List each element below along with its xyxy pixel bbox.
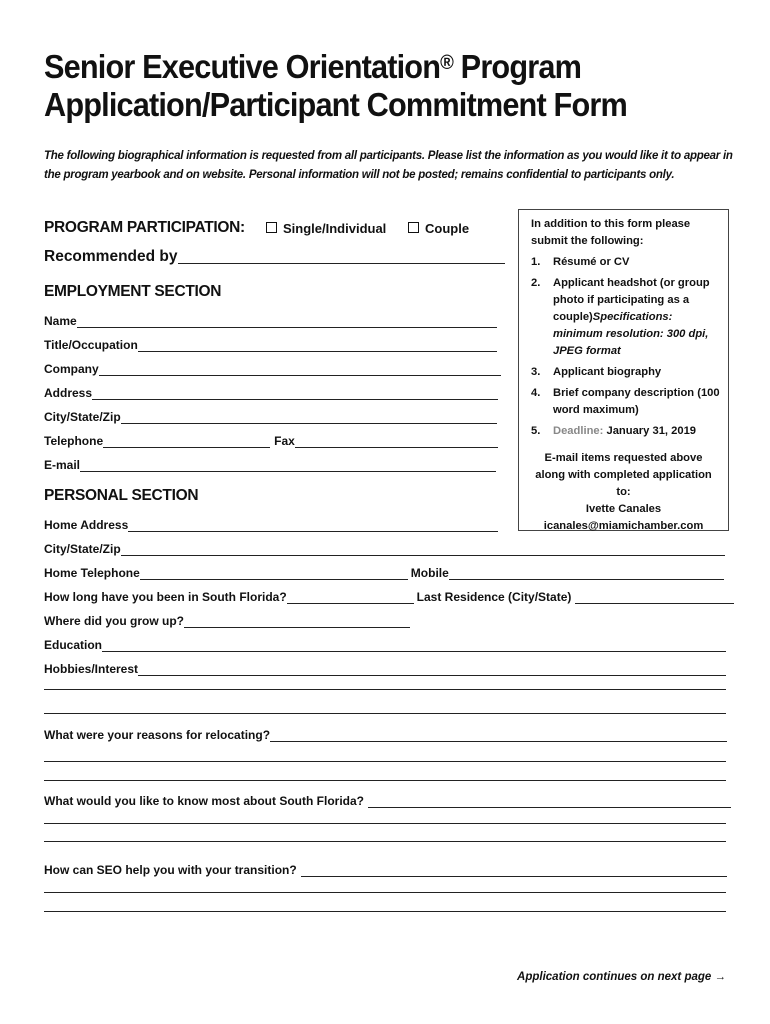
requirement-item: [531, 275, 723, 360]
recommended-by-label: Recommended by: [44, 248, 178, 265]
mobile-field[interactable]: [449, 565, 724, 580]
program-participation-heading: PROGRAM PARTICIPATION:: [44, 219, 245, 236]
seo-help-extra-line-2[interactable]: [44, 911, 726, 912]
know-most-label: What would you like to know most about South Florida?: [44, 794, 364, 808]
email-field[interactable]: [80, 457, 496, 472]
personal-city-field[interactable]: [121, 541, 725, 556]
employment-name-row: [44, 310, 497, 328]
sidebar-footer: [519, 450, 728, 535]
seo-help-field[interactable]: [301, 862, 727, 877]
employment-phone-row: [44, 430, 498, 448]
requirement-item: [531, 385, 723, 419]
name-label: Name: [44, 314, 77, 328]
employment-email-row: [44, 454, 496, 472]
deadline-label: Deadline:: [553, 425, 604, 437]
home-address-field[interactable]: [128, 517, 498, 532]
seo-help-label: How can SEO help you with your transition?: [44, 863, 297, 877]
requirement-item: [531, 254, 723, 271]
intro-text: The following biographical information is requested from all participants. Please list the information as you would like it to appear in the program yearbook and on website. Personal information will not be posted; remains confidential to participants only.: [44, 150, 733, 181]
requirements-sidebar: [518, 209, 729, 531]
education-row: [44, 634, 726, 652]
know-most-extra-line-2[interactable]: [44, 841, 726, 842]
how-long-field[interactable]: [287, 589, 414, 604]
employment-title-row: [44, 334, 497, 352]
continues-note: [517, 971, 726, 983]
city-field[interactable]: [121, 409, 497, 424]
personal-city-label: City/State/Zip: [44, 542, 121, 556]
contact-name: Ivette Canales: [585, 503, 662, 515]
hobbies-label: Hobbies/Interest: [44, 662, 139, 676]
couple-label: Couple: [425, 221, 470, 236]
item-number: 2.: [531, 277, 541, 289]
couple-checkbox[interactable]: [408, 222, 419, 233]
item-text: Résumé or CV: [553, 256, 630, 268]
personal-heading: PERSONAL SECTION: [44, 487, 199, 504]
mobile-label: Mobile: [410, 566, 449, 580]
reasons-row: [44, 724, 727, 742]
how-long-row: [44, 586, 734, 604]
sidebar-footer-text: E-mail items requested above along with completed application to:: [535, 452, 712, 498]
title-field[interactable]: [138, 337, 497, 352]
item-text: [553, 423, 723, 440]
telephone-field[interactable]: [103, 433, 270, 448]
home-address-row: [44, 514, 498, 532]
reasons-field[interactable]: [270, 727, 727, 742]
last-residence-field[interactable]: [575, 589, 734, 604]
item-number: 1.: [531, 256, 541, 268]
seo-help-row: [44, 859, 727, 877]
home-phone-row: [44, 562, 724, 580]
fax-field[interactable]: [295, 433, 498, 448]
know-most-row: [44, 790, 731, 808]
name-field[interactable]: [77, 313, 497, 328]
item-number: 3.: [531, 366, 541, 378]
requirement-item: [531, 364, 723, 381]
know-most-extra-line-1[interactable]: [44, 823, 726, 824]
employment-address-row: [44, 382, 498, 400]
telephone-label: Telephone: [44, 434, 104, 448]
company-label: Company: [44, 362, 99, 376]
home-telephone-field[interactable]: [140, 565, 408, 580]
city-label: City/State/Zip: [44, 410, 121, 424]
single-checkbox[interactable]: [266, 222, 277, 233]
address-field[interactable]: [92, 385, 498, 400]
education-field[interactable]: [102, 637, 726, 652]
item-number: 5.: [531, 425, 541, 437]
single-label: Single/Individual: [283, 221, 387, 236]
title-label: Title/Occupation: [44, 338, 138, 352]
headshot-specifications: Specifications: minimum resolution: 300 dpi, JPEG format: [553, 311, 709, 357]
hobbies-extra-line-1[interactable]: [44, 689, 726, 690]
requirements-list: [531, 254, 723, 444]
email-label: E-mail: [44, 458, 81, 472]
reasons-extra-line-1[interactable]: [44, 761, 726, 762]
item-text: Brief company description (100 word maximum): [553, 387, 720, 416]
hobbies-extra-line-2[interactable]: [44, 713, 726, 714]
item-text: [553, 275, 723, 360]
education-label: Education: [44, 638, 103, 652]
arrow-right-icon: →: [714, 971, 726, 983]
employment-city-row: [44, 406, 497, 424]
home-telephone-label: Home Telephone: [44, 566, 140, 580]
contact-email[interactable]: icanales@miamichamber.com: [543, 520, 704, 532]
sidebar-intro: In addition to this form please submit the following:: [531, 218, 691, 247]
reasons-extra-line-2[interactable]: [44, 780, 726, 781]
last-residence-label: Last Residence (City/State): [416, 590, 572, 604]
fax-label: Fax: [274, 434, 295, 448]
recommended-by-field[interactable]: [178, 249, 505, 264]
couple-option[interactable]: [408, 221, 469, 236]
single-option[interactable]: [266, 221, 386, 236]
know-most-field[interactable]: [368, 793, 731, 808]
deadline-date: January 31, 2019: [606, 425, 697, 437]
seo-help-extra-line-1[interactable]: [44, 892, 726, 893]
how-long-label: How long have you been in South Florida?: [44, 590, 287, 604]
company-field[interactable]: [99, 361, 501, 376]
headshot-text: Applicant headshot (or group photo if participating as a couple): [553, 277, 710, 323]
grow-up-label: Where did you grow up?: [44, 614, 184, 628]
grow-up-field[interactable]: [184, 613, 410, 628]
hobbies-row: [44, 658, 726, 676]
address-label: Address: [44, 386, 93, 400]
hobbies-field[interactable]: [138, 661, 726, 676]
form-title: Senior Executive Orientation® Program Application/Participant Commitment Form: [44, 48, 627, 123]
continues-text: Application continues on next page: [517, 971, 712, 983]
item-text: Applicant biography: [553, 366, 662, 378]
requirement-item: [531, 423, 723, 440]
grow-up-row: [44, 610, 410, 628]
employment-heading: EMPLOYMENT SECTION: [44, 283, 222, 300]
home-address-label: Home Address: [44, 518, 129, 532]
personal-city-row: [44, 538, 725, 556]
recommended-by-row: [44, 246, 505, 264]
employment-company-row: [44, 358, 501, 376]
reasons-label: What were your reasons for relocating?: [44, 728, 271, 742]
item-number: 4.: [531, 387, 541, 399]
